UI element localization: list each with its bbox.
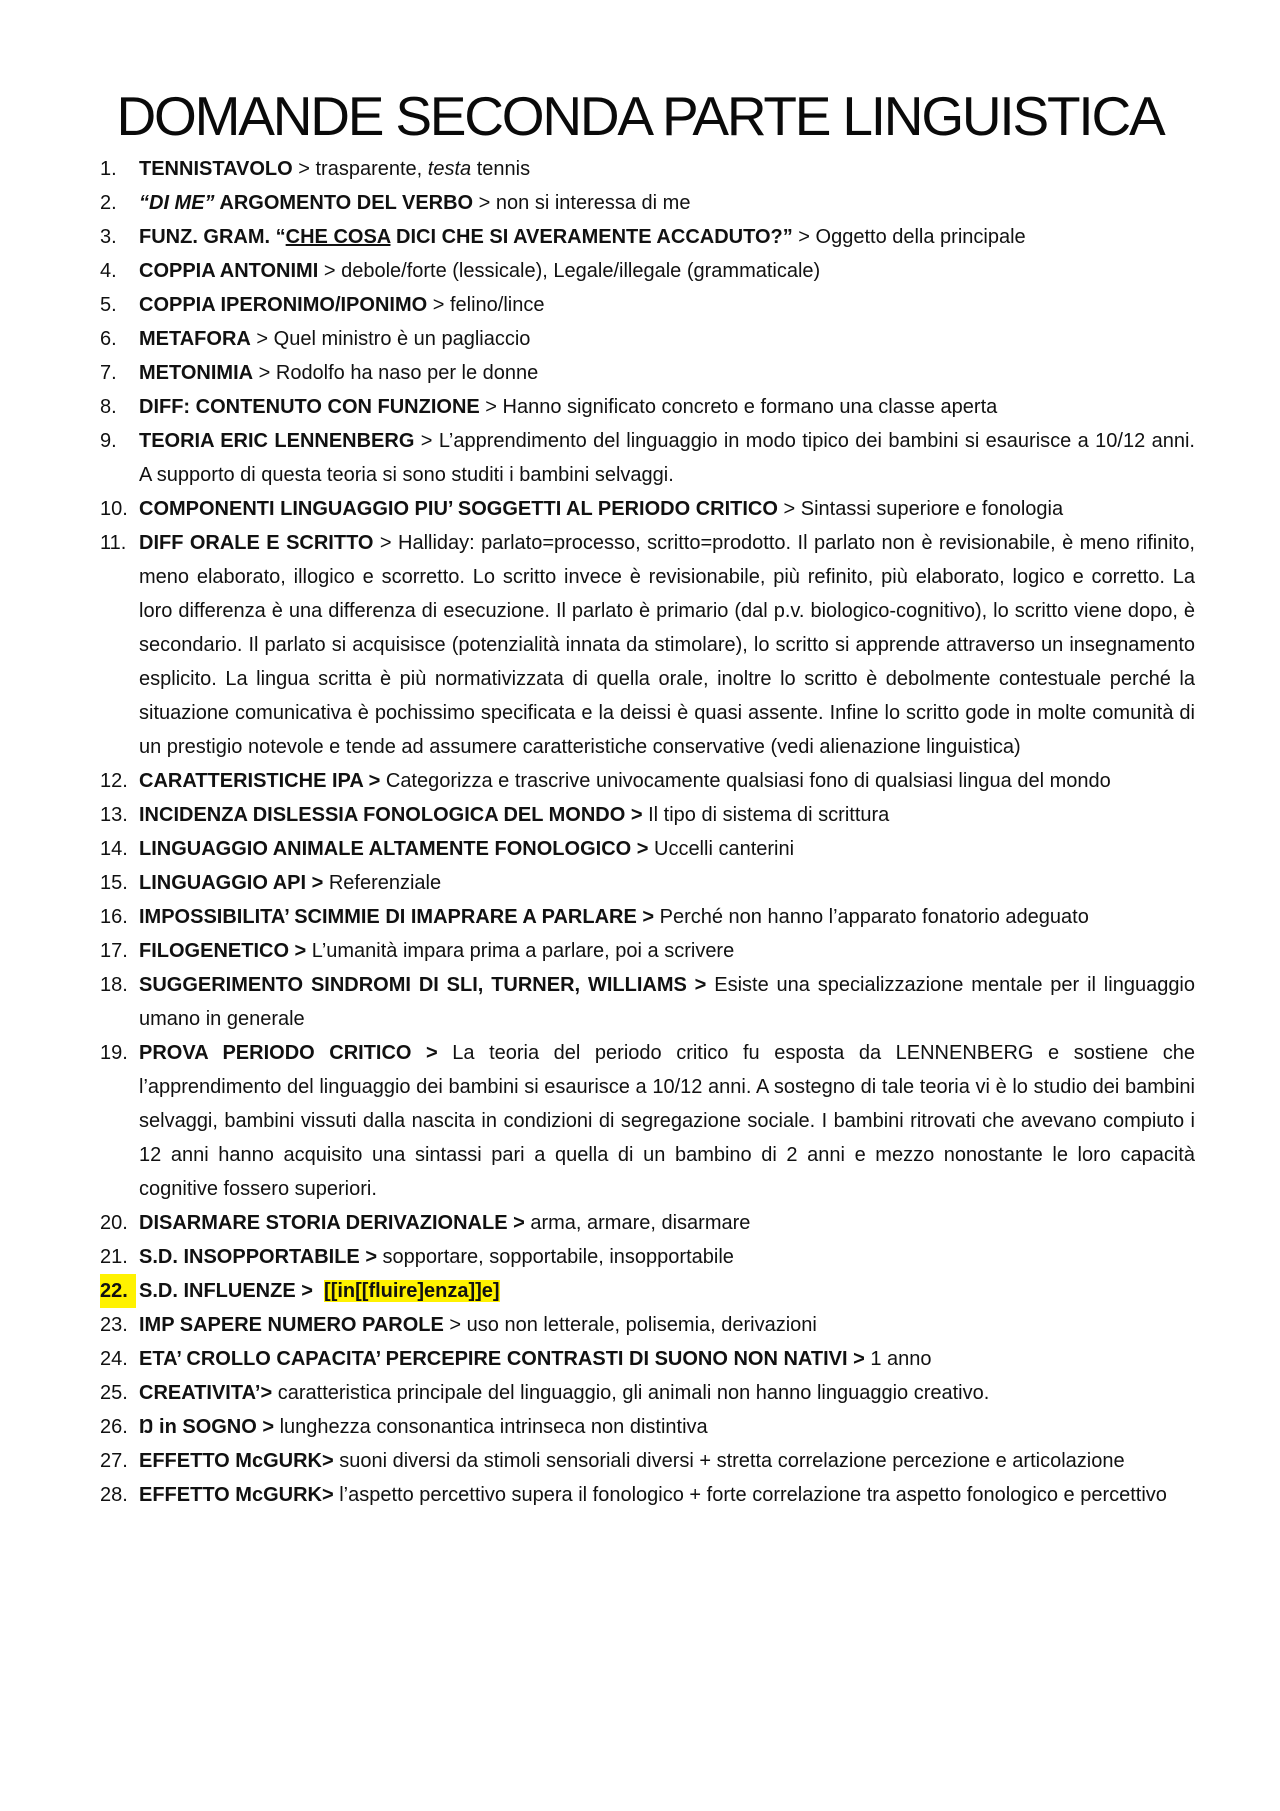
item-answer: 1 anno [864,1348,932,1370]
item-answer: > Sintassi superiore e fonologia [777,498,1064,520]
item-keyword: INCIDENZA DISLESSIA FONOLOGICA DEL MONDO > [139,804,643,826]
list-item [100,424,1195,492]
item-number: 18. [100,974,128,996]
list-item [100,764,1195,798]
list-item [100,186,1195,220]
item-keyword: TEORIA ERIC LENNENBERG [139,430,415,452]
item-number: 6. [100,328,117,350]
page-title: DOMANDE SECONDA PARTE LINGUISTICA [116,85,1164,147]
item-number: 20. [100,1212,128,1234]
list-item [100,356,1195,390]
item-keyword: Ŋ in SOGNO > [139,1416,275,1438]
item-answer: > Halliday: parlato=processo, scritto=prodotto. Il parlato non è revisionabile, è meno rifinito, meno elaborato, illogico e scorretto. Lo scritto invece è revisionabile, più refinito, più elaborato, logico e corretto. La loro differenza è una differenza di esecuzione. Il parlato è primario (dal p.v. biologico-cognitivo), lo scritto viene dopo, è secondario. Il parlato si acquisisce (potenzialità innata da stimolare), lo scritto si apprende attraverso un insegnamento esplicito. La lingua scritta è più normativizzata di quella orale, inoltre lo scritto è debolmente contestuale perché la situazione comunicativa è pochissimo specificata e la deissi è quasi assente. Infine lo scritto gode in molte comunità di un prestigio notevole e tende ad assumere caratteristiche conservative (vedi alienazione linguistica) [139,532,1195,758]
item-answer: L’umanità impara prima a parlare, poi a scrivere [306,940,735,962]
item-answer-highlighted: [[in[[fluire]enza]]e] [324,1280,500,1302]
item-answer: > Rodolfo ha naso per le donne [253,362,539,384]
item-keyword: ETA’ CROLLO CAPACITA’ PERCEPIRE CONTRASTI DI SUONO NON NATIVI > [139,1348,865,1370]
item-number: 15. [100,872,128,894]
item-answer: > uso non letterale, polisemia, derivazioni [443,1314,817,1336]
item-keyword: TENNISTAVOLO [139,158,293,180]
item-keyword-italic: “DI ME” [139,192,215,214]
item-number: 10. [100,498,128,520]
list-item [100,1274,1195,1308]
item-keyword: EFFETTO McGURK> [139,1450,334,1472]
list-item [100,1376,1195,1410]
item-keyword-underlined: CHE COSA [285,226,391,248]
item-answer: Perché non hanno l’apparato fonatorio adeguato [654,906,1089,928]
list-item [100,798,1195,832]
item-answer: arma, armare, disarmare [524,1212,751,1234]
item-keyword: IMPOSSIBILITA’ SCIMMIE DI IMAPRARE A PARLARE > [139,906,655,928]
item-keyword: FILOGENETICO > [139,940,307,962]
item-number: 12. [100,770,128,792]
item-answer: > non si interessa di me [473,192,691,214]
item-number: 8. [100,396,117,418]
item-keyword: DIFF: CONTENUTO CON FUNZIONE [139,396,480,418]
item-answer: Il tipo di sistema di scrittura [642,804,890,826]
list-item [100,220,1195,254]
item-answer: Categorizza e trascrive univocamente qualsiasi fono di qualsiasi lingua del mondo [380,770,1111,792]
item-keyword: S.D. INFLUENZE > [139,1280,313,1302]
item-number: 25. [100,1382,128,1404]
item-keyword: ARGOMENTO DEL VERBO [214,192,474,214]
item-keyword: FUNZ. GRAM. “ [139,226,286,248]
item-keyword: METAFORA [139,328,251,350]
item-answer: > Hanno significato concreto e formano una classe aperta [479,396,998,418]
item-keyword: COPPIA IPERONIMO/IPONIMO [139,294,428,316]
item-keyword: LINGUAGGIO API > [139,872,324,894]
item-number: 13. [100,804,128,826]
list-item [100,390,1195,424]
list-item [100,526,1195,764]
list-item [100,1036,1195,1206]
item-keyword: SUGGERIMENTO SINDROMI DI SLI, TURNER, WILLIAMS > [139,974,707,996]
list-item [100,1478,1195,1512]
item-answer: > Oggetto della principale [792,226,1026,248]
item-number: 7. [100,362,117,384]
list-item [100,1410,1195,1444]
list-item [100,254,1195,288]
list-item [100,900,1195,934]
list-item [100,1342,1195,1376]
item-number: 28. [100,1484,128,1506]
item-number: 3. [100,226,117,248]
item-keyword: PROVA PERIODO CRITICO > [139,1042,438,1064]
list-item [100,866,1195,900]
item-keyword: S.D. INSOPPORTABILE > [139,1246,377,1268]
list-item [100,322,1195,356]
item-keyword: COMPONENTI LINGUAGGIO PIU’ SOGGETTI AL PERIODO CRITICO [139,498,778,520]
item-number: 1. [100,158,117,180]
list-item [100,1206,1195,1240]
item-keyword: DISARMARE STORIA DERIVAZIONALE > [139,1212,525,1234]
list-item [100,1308,1195,1342]
item-answer: l’aspetto percettivo supera il fonologico + forte correlazione tra aspetto fonologico e percettivo [333,1484,1167,1506]
list-item [100,1240,1195,1274]
item-keyword: IMP SAPERE NUMERO PAROLE [139,1314,444,1336]
item-answer: lunghezza consonantica intrinseca non distintiva [274,1416,708,1438]
item-number: 4. [100,260,117,282]
item-answer: > Quel ministro è un pagliaccio [250,328,531,350]
item-answer: > debole/forte (lessicale), Legale/illegale (grammaticale) [318,260,821,282]
item-keyword: DICI CHE SI AVERAMENTE ACCADUTO?” [390,226,793,248]
item-answer: Referenziale [323,872,442,894]
item-answer: suoni diversi da stimoli sensoriali diversi + stretta correlazione percezione e articolazione [333,1450,1125,1472]
item-number: 23. [100,1314,128,1336]
item-number: 11. [100,532,127,554]
item-answer-italic: testa [427,158,472,180]
item-answer: > L’apprendimento del linguaggio in modo tipico dei bambini si esaurisce a 10/12 anni. A supporto di questa teoria si sono studiti i bambini selvaggi. [139,430,1195,486]
item-number: 17. [100,940,128,962]
item-answer: caratteristica principale del linguaggio, gli animali non hanno linguaggio creativo. [272,1382,990,1404]
item-answer: sopportare, sopportabile, insopportabile [377,1246,734,1268]
item-number: 2. [100,192,117,214]
item-number: 27. [100,1450,128,1472]
item-number: 26. [100,1416,128,1438]
item-number: 24. [100,1348,128,1370]
list-item [100,1444,1195,1478]
item-number: 9. [100,430,117,452]
item-answer: La teoria del periodo critico fu esposta da LENNENBERG e sostiene che l’apprendimento del linguaggio dei bambini si esaurisce a 10/12 anni. A sostegno di tale teoria vi è lo studio dei bambini selvaggi, bambini vissuti dalla nascita in condizioni di segregazione sociale. I bambini ritrovati che avevano compiuto i 12 anni hanno acquisito una sintassi pari a quella di un bambino di 2 anni e mezzo nonostante le loro capacità cognitive fossero superiori. [139,1042,1195,1200]
item-number: 16. [100,906,128,928]
list-item [100,492,1195,526]
item-answer: > felino/lince [427,294,545,316]
list-item [100,288,1195,322]
item-number: 21. [100,1246,128,1268]
item-number: 5. [100,294,117,316]
list-item [100,968,1195,1036]
item-answer: tennis [471,158,531,180]
list-item [100,152,1195,186]
item-number-highlighted: 22. [100,1274,136,1308]
list-item [100,934,1195,968]
question-list [100,152,1195,1512]
item-keyword: LINGUAGGIO ANIMALE ALTAMENTE FONOLOGICO > [139,838,649,860]
item-keyword: METONIMIA [139,362,254,384]
list-item [100,832,1195,866]
item-number: 14. [100,838,128,860]
item-answer: Uccelli canterini [648,838,795,860]
item-answer: > trasparente, [292,158,428,180]
item-keyword: COPPIA ANTONIMI [139,260,319,282]
item-number: 19. [100,1042,128,1064]
item-keyword: DIFF ORALE E SCRITTO [139,532,374,554]
item-keyword: EFFETTO McGURK> [139,1484,334,1506]
item-answer: Esiste una specializzazione mentale per il linguaggio umano in generale [139,974,1196,1030]
item-keyword: CARATTERISTICHE IPA > [139,770,381,792]
item-keyword: CREATIVITA’> [139,1382,273,1404]
